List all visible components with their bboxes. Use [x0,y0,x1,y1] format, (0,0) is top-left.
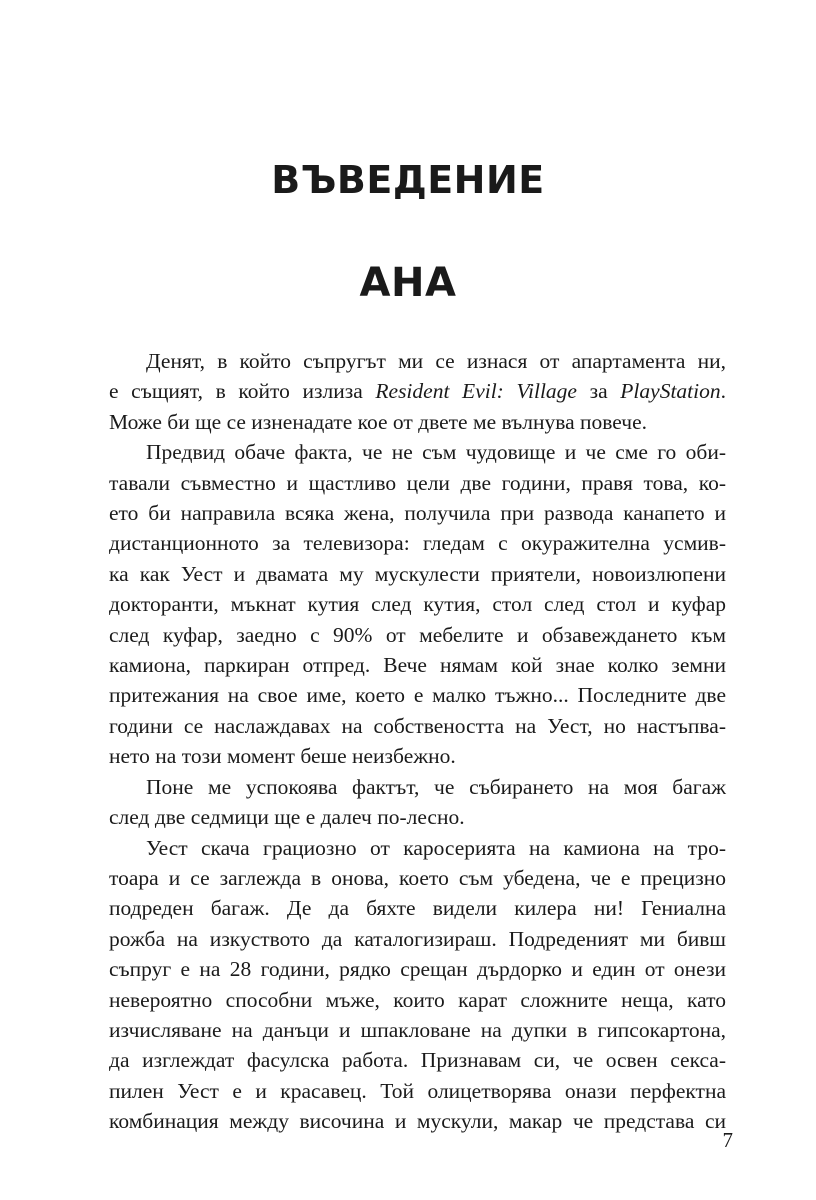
text-line: Поне ме успокоява фактът, че събирането на моя багаж [146,774,726,799]
text-line: камиона, паркиран отпред. Вече нямам кой знае колко земни [109,653,726,678]
text-line: след куфар, заедно с 90% от мебелите и обзавеждането към [109,622,726,647]
text-line: тавали съвместно и щастливо цели две години, правя това, ко- [109,470,726,495]
text-line: притежания на свое име, което е малко тъжно... Последните две [109,683,726,708]
text-line: след две седмици ще е далеч по-лесно. [109,805,465,830]
text-line: съпруг е на 28 години, рядко срещан дърдорко и един от онези [109,957,726,982]
paragraph [109,833,726,1137]
text-line: ето би направила всяка жена, получила при развода канапето и [109,501,726,526]
text-line: Предвид обаче факта, че не съм чудовище и че сме го оби- [146,440,726,465]
text-line: ка как Уест и двамата му мускулести приятели, новоизлюпени [109,561,726,586]
text-line: е същият, в който излиза Resident Evil: Village за PlayStation. [109,379,726,404]
text-line: нето на този момент беше неизбежно. [109,744,456,769]
paragraph [109,437,726,771]
text-line: подреден багаж. Де да бяхте видели килера ни! Гениална [109,896,726,921]
text-line: тоара и се заглежда в онова, което съм убедена, че е прецизно [109,865,726,890]
text-line: дистанционното за телевизора: гледам с окуражителна усмив- [109,531,726,556]
text-line: години се наслаждавах на собствеността на Уест, но настъпва- [109,713,726,738]
paragraph [109,772,726,833]
text-line: Може би ще се изненадате кое от двете ме вълнува повече. [109,409,648,434]
body-text [109,346,726,1137]
text-line: Уест скача грациозно от каросерията на камиона на тро- [146,835,726,860]
text-line: да изглеждат фасулска работа. Признавам си, че освен секса- [109,1048,726,1073]
italic-title: PlayStation [620,379,721,404]
page-number: 7 [722,1128,733,1152]
text-line: изчисляване на данъци и шпакловане на дупки в гипсокартона, [109,1017,726,1042]
text-line: невероятно способни мъже, които карат сложните неща, като [109,987,726,1012]
text-line: докторанти, мъкнат кутия след кутия, стол след стол и куфар [109,592,726,617]
italic-title: Resident Evil: Village [375,379,577,404]
paragraph [109,346,726,437]
text-line: рожба на изкуството да каталогизираш. Подреденият ми бивш [109,926,726,951]
text-line: комбинация между височина и мускули, макар че представа си [109,1109,726,1134]
section-heading: ВЪВЕДЕНИЕ [271,158,545,202]
text-line: Денят, в който съпругът ми се изнася от апартамента ни, [146,349,726,373]
chapter-heading: АНА [359,260,457,306]
text-line: пилен Уест е и красавец. Той олицетворява онази перфектна [109,1078,726,1103]
